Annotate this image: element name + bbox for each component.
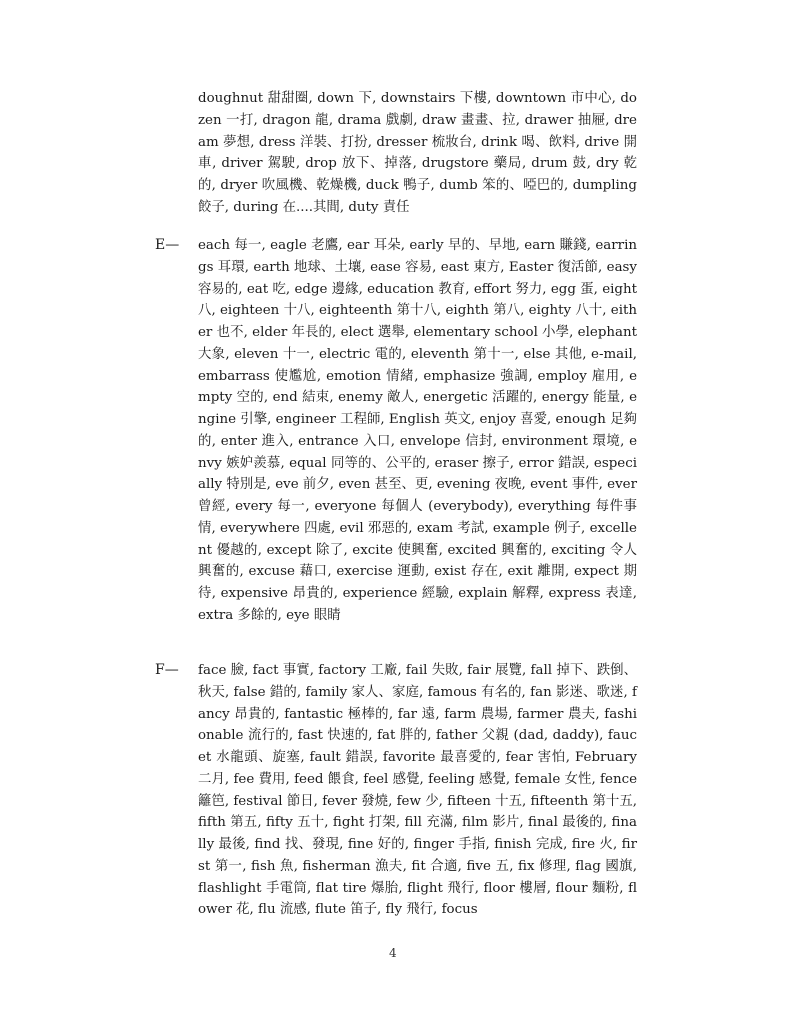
- section-f-words: [155, 660, 637, 921]
- section-d-text: doughnut 甜甜圈, down 下, downstairs 下樓, downtown 市中心, dozen 一打, dragon 龍, drama 戲劇, draw 畫畫、拉, drawer 抽屜, dream 夢想, dress 洋裝、打扮, dresser 梳妝台, drink 喝、飲料, drive 開車, driver 駕駛, drop 放下、掉落, drugstore 藥局, drum 鼓, dry 乾的, dryer 吹風機、乾燥機, duck 鴨子, dumb 笨的、啞巴的, dumpling 餃子, during 在....其間, duty 責任: [198, 91, 637, 215]
- section-e-text: each 每一, eagle 老鷹, ear 耳朵, early 早的、早地, earn 賺錢, earrings 耳環, earth 地球、土壤, ease 容易, east 東方, Easter 復活節, easy 容易的, eat 吃, edge 邊緣, education 教育, effort 努力, egg 蛋, eight 八, eighteen 十八, eighteenth 第十八, eighth 第八, eighty 八十, either 也不, elder 年長的, elect 選舉, elementary school 小學, elephant 大象, eleven 十一, electric 電的, eleventh 第十一, else 其他, e-mail, embarrass 使尷尬, emotion 情緒, emphasize 強調, employ 雇用, empty 空的, end 結束, enemy 敵人, energetic 活躍的, energy 能量, engine 引擎, engineer 工程師, English 英文, enjoy 喜愛, enough 足夠的, enter 進入, entrance 入口, envelope 信封, environment 環境, envy 嫉妒羨慕, equal 同等的、公平的, eraser 擦子, error 錯誤, especially 特別是, eve 前夕, even 甚至、更, evening 夜晚, event 事件, ever 曾經, every 每一, everyone 每個人 (everybody), everything 每件事情, everywhere 四處, evil 邪惡的, exam 考試, example 例子, excellent 優越的, except 除了, excite 使興奮, excited 興奮的, exciting 令人興奮的, excuse 藉口, exercise 運動, exist 存在, exit 離開, expect 期待, expensive 昂貴的, experience 經驗, explain 解釋, express 表達, extra 多餘的, eye 眼睛: [198, 238, 637, 623]
- section-d-words: [155, 88, 637, 219]
- section-label-e: E—: [155, 237, 180, 253]
- section-e-words: [155, 235, 637, 627]
- page-number: 4: [389, 946, 397, 960]
- section-label-f: F—: [155, 662, 179, 678]
- section-f-text: face 臉, fact 事實, factory 工廠, fail 失敗, fair 展覽, fall 掉下、跌倒、秋天, false 錯的, family 家人、家庭, famous 有名的, fan 影迷、歌迷, fancy 昂貴的, fantastic 極棒的, far 遠, farm 農場, farmer 農夫, fashionable 流行的, fast 快速的, fat 胖的, father 父親 (dad, daddy), faucet 水龍頭、旋塞, fault 錯誤, favorite 最喜愛的, fear 害怕, February 二月, fee 費用, feed 餵食, feel 感覺, feeling 感覺, female 女性, fence 籬笆, festival 節日, fever 發燒, few 少, fifteen 十五, fifteenth 第十五, fifth 第五, fifty 五十, fight 打架, fill 充滿, film 影片, final 最後的, finally 最後, find 找、發現, fine 好的, finger 手指, finish 完成, fire 火, first 第一, fish 魚, fisherman 漁夫, fit 合適, five 五, fix 修理, flag 國旗, flashlight 手電筒, flat tire 爆胎, flight 飛行, floor 樓層, flour 麵粉, flower 花, flu 流感, flute 笛子, fly 飛行, focus: [198, 663, 637, 918]
